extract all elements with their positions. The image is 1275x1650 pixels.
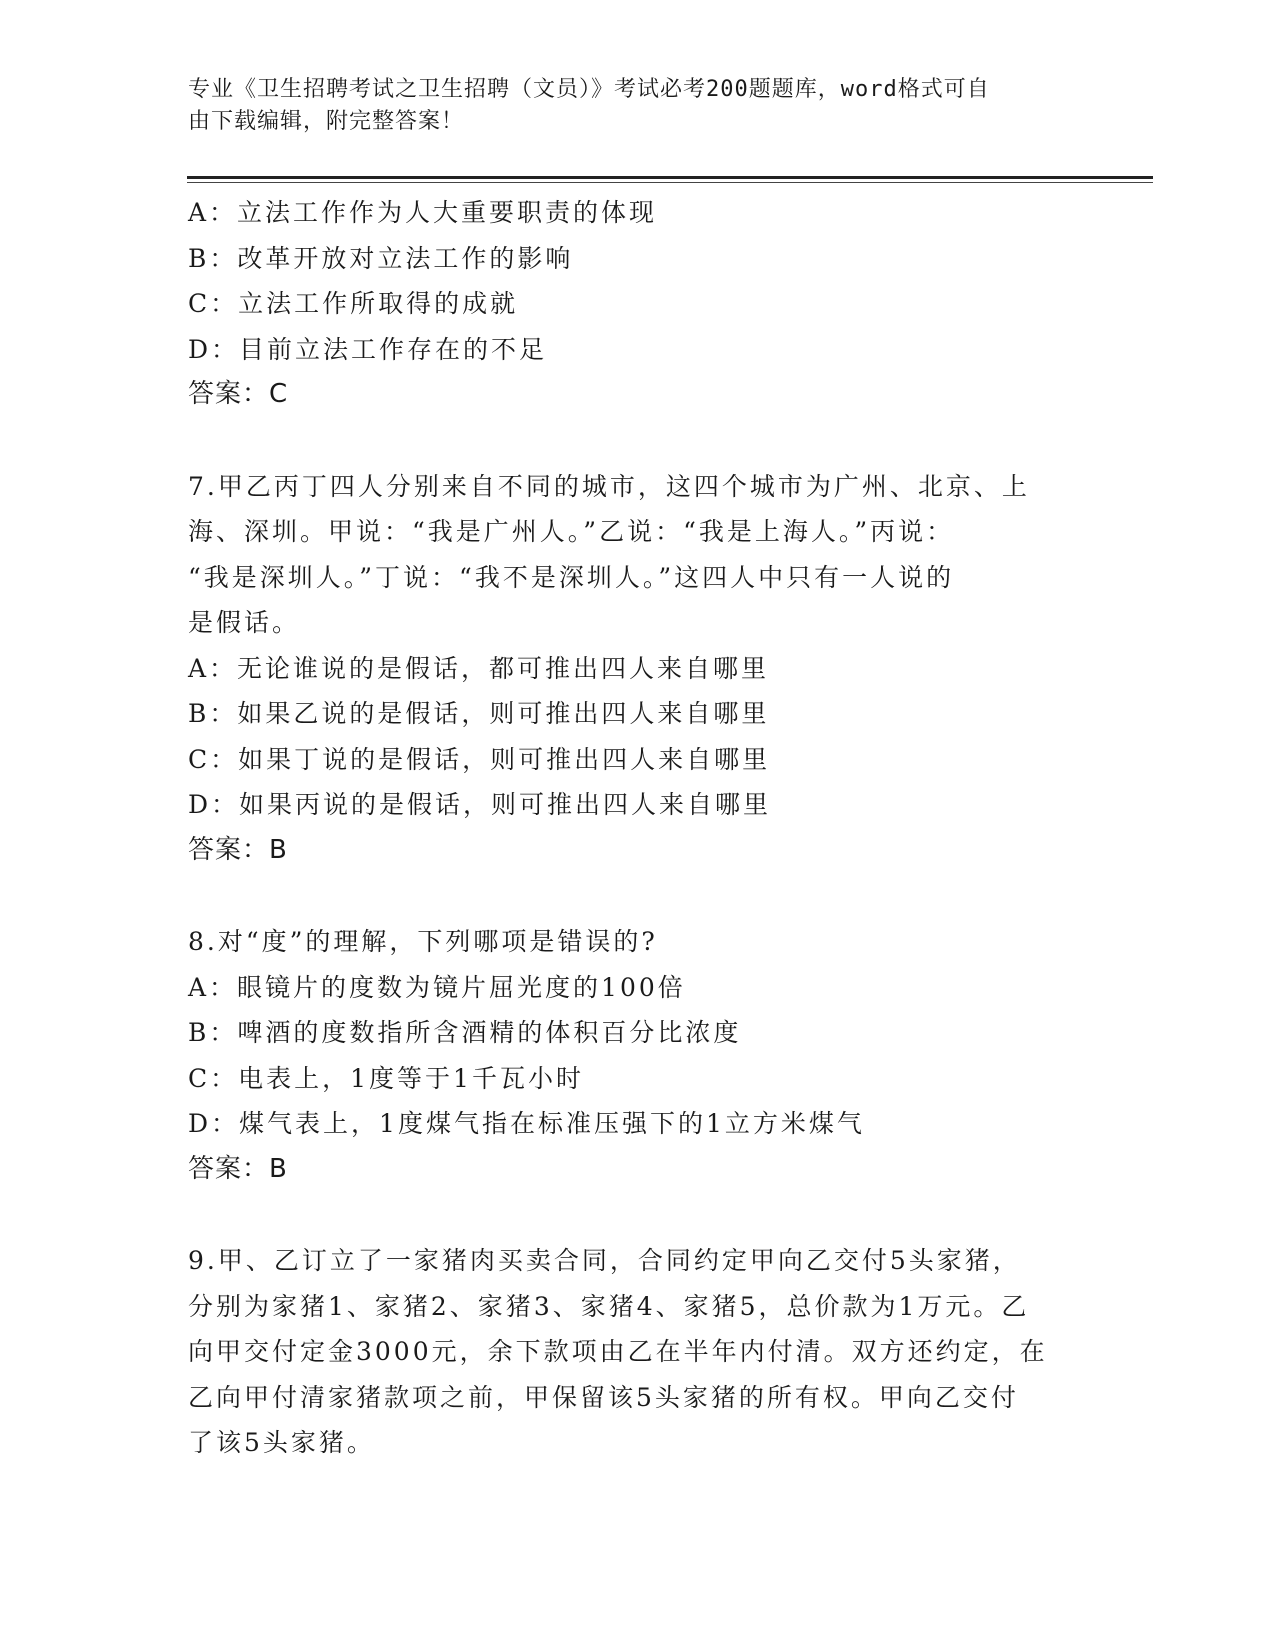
option-c: C：立法工作所取得的成就 [188,289,519,318]
answer-label: 答案：C [188,379,289,409]
option-d: D：如果丙说的是假话，则可推出四人来自哪里 [188,790,772,819]
document-header [188,74,1068,138]
question-stem-line: 乙向甲付清家猪款项之前，甲保留该5头家猪的所有权。甲向乙交付 [188,1382,1019,1412]
question-stem-line: 8.对“度”的理解，下列哪项是错误的? [188,927,658,956]
option-a: A：立法工作作为人大重要职责的体现 [188,198,658,227]
option-d: D：煤气表上，1度煤气指在标准压强下的1立方米煤气 [188,1109,865,1138]
option-c: C：电表上，1度等于1千瓦小时 [188,1063,584,1093]
question-stem-line: 9.甲、乙订立了一家猪肉买卖合同，合同约定甲向乙交付5头家猪， [188,1246,1021,1275]
question-stem-line: 向甲交付定金3000元，余下款项由乙在半年内付清。双方还约定，在 [188,1337,1048,1366]
question-stem-line: 分别为家猪1、家猪2、家猪3、家猪4、家猪5，总价款为1万元。乙 [188,1291,1030,1321]
question-9 [188,1238,1088,1466]
question-stem-line: 7.甲乙丙丁四人分别来自不同的城市，这四个城市为广州、北京、上 [188,471,1030,501]
answer-label: 答案：B [188,1153,288,1184]
header-line-1: 专业《卫生招聘考试之卫生招聘（文员）》考试必考200题题库，word格式可自 [188,77,990,102]
spacer [188,873,1088,919]
header-divider-thick [187,176,1153,179]
question-7 [188,464,1088,874]
question-stem-line: 是假话。 [188,608,301,637]
spacer [188,1192,1088,1238]
option-b: B：改革开放对立法工作的影响 [188,243,574,273]
spacer [188,418,1088,464]
question-stem-line: “我是深圳人。”丁说：“我不是深圳人。”这四人中只有一人说的 [188,562,955,592]
question-stem-line: 了该5头家猪。 [188,1428,375,1457]
question-stem-line: 海、深圳。甲说：“我是广州人。”乙说：“我是上海人。”丙说： [188,517,955,546]
header-line-2: 由下载编辑，附完整答案！ [188,109,465,134]
option-a: A：眼镜片的度数为镜片屈光度的100倍 [188,972,686,1002]
question-8 [188,919,1088,1192]
option-b: B：啤酒的度数指所含酒精的体积百分比浓度 [188,1018,742,1047]
option-b: B：如果乙说的是假话，则可推出四人来自哪里 [188,699,770,728]
option-a: A：无论谁说的是假话，都可推出四人来自哪里 [188,653,770,683]
option-d: D：目前立法工作存在的不足 [188,334,548,364]
question-6 [188,190,1088,418]
question-list [188,190,1088,1466]
header-divider-thin [187,182,1153,183]
option-c: C：如果丁说的是假话，则可推出四人来自哪里 [188,744,771,774]
answer-label: 答案：B [188,834,288,865]
